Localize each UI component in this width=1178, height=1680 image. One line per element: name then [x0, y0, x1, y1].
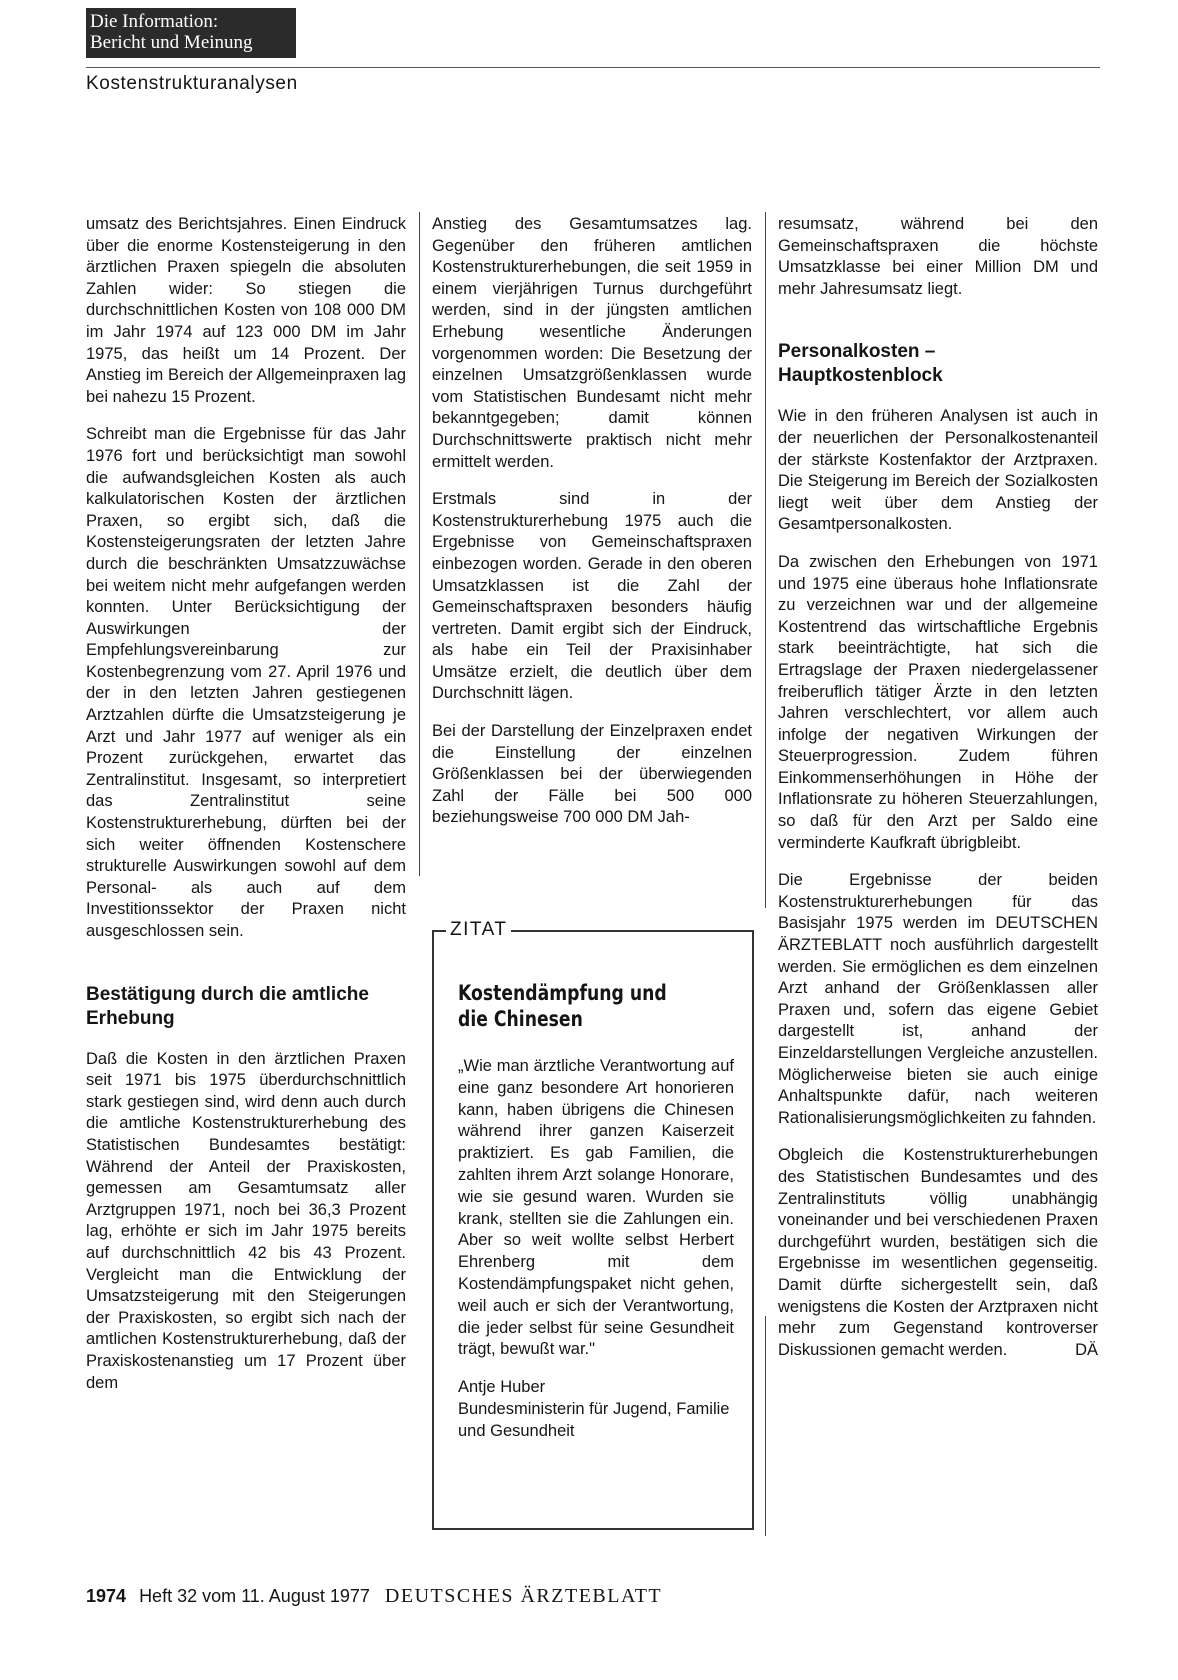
paragraph: umsatz des Berichtsjahres. Einen Eindruck über die enorme Kostensteigerung in den ärztlichen Praxen spiegeln die absoluten Zahlen wider: So stiegen die durchschnittlichen Kosten von 108 000 DM im Jahr 1974 auf 123 000 DM im Jahr 1975, das heißt um 14 Prozent. Der Anstieg im Bereich der Allgemeinpraxen lag bei nahezu 15 Prozent. — [86, 215, 406, 406]
section-label — [86, 8, 296, 58]
author-signature: DÄ — [1075, 1340, 1098, 1359]
section-label-line-2: Bericht und Meinung — [90, 32, 253, 53]
quote-text: „Wie man ärztliche Verantwortung auf eine ganz besondere Art honorieren kann, haben übrigens die Chinesen während ihrer ganzen Kaiserzeit praktiziert. Es gab Familien, die zahlten ihrem Arzt solange Honorare, wie sie gesund waren. Wurden sie krank, stellten sie die Zahlungen ein. Aber so weit wollte selbst Herbert Ehrenberg mit dem Kostendämpfungspaket nicht gehen, weil auch er sich der Verantwortung, die jeder selbst für seine Gesundheit trägt, bewußt war." — [458, 1057, 734, 1359]
header-rule — [86, 67, 1100, 68]
paragraph: Erstmals sind in der Kostenstrukturerhebung 1975 auch die Ergebnisse von Gemeinschaftspraxen einbezogen worden. Gerade in den oberen Umsatzklassen ist die Zahl der Gemeinschaftspraxen besonders häufig vertreten. Damit ergibt sich der Eindruck, als habe ein Teil der Praxisinhaber Umsätze erzielt, die deutlich über dem Durchschnitt lägen. — [432, 490, 752, 703]
paragraph — [778, 1145, 1098, 1361]
column-divider — [765, 212, 766, 908]
quote-box — [432, 919, 754, 1530]
paragraph: Die Ergebnisse der beiden Kostenstrukturerhebungen für das Basisjahr 1975 werden im DEUTSCHEN ÄRZTEBLATT noch ausführlich dargestellt werden. Sie ermöglichen es dem einzelnen Arzt anhand der Größenklassen aller Praxen und, sofern das eigene Gebiet dargestellt ist, anhand der Einzeldarstellungen Vergleiche anzustellen. Möglicherweise bieten sie auch einige Anhaltspunkte dafür, nach weiteren Rationalisierungsmöglichkeiten zu fahnden. — [778, 871, 1098, 1127]
paragraph-text: Obgleich die Kostenstrukturerhebungen des Statistischen Bundesamtes und des Zentralinstituts völlig unabhängig voneinander und bei verschiedenen Praxen durchgeführt wurden, bestätigen sich die Ergebnisse im wesentlichen gegenseitig. Damit dürfte sichergestellt sein, daß wenigstens die Kosten der Arztpraxen nicht mehr zum Gegenstand kontroverser Diskussionen gemacht werden. — [778, 1146, 1098, 1359]
paragraph: Anstieg des Gesamtumsatzes lag. Gegenüber den früheren amtlichen Kostenstrukturerhebungen, die seit 1959 in einem vierjährigen Turnus durchgeführt werden, sind in der jüngsten amtlichen Erhebung wesentliche Änderungen vorgenommen worden: Die Besetzung der einzelnen Umsatzgrößenklassen wurde vom Statistischen Bundesamt nicht mehr bekanntgegeben; damit können Durchschnittswerte praktisch nicht mehr ermittelt werden. — [432, 215, 752, 471]
issue-info: Heft 32 vom 11. August 1977 — [139, 1586, 370, 1606]
column-divider — [765, 1316, 766, 1536]
column-divider — [419, 212, 420, 876]
section-heading: Bestätigung durch die amtliche Erhebung — [86, 983, 369, 1029]
page-footer — [86, 1585, 662, 1608]
paragraph: Schreibt man die Ergebnisse für das Jahr 1976 fort und berücksichtigt man sowohl die aufwandsgleichen Kosten als auch kalkulatorischen Kosten der ärztlichen Praxen, so ergibt sich, daß die Kostensteigerungsraten der letzten Jahre durch die beschränkten Umsatzzuwächse bei weitem nicht mehr aufgefangen werden konnten. Unter Berücksichtigung der Auswirkungen der Empfehlungsvereinbarung zur Kostenbegrenzung vom 27. April 1976 und der in den letzten Jahren gestiegenen Arztzahlen dürfte die Umsatzsteigerung je Arzt und Jahr 1977 auf weniger als ein Prozent zurückgehen, erwartet das Zentralinstitut. Insgesamt, so interpretiert das Zentralinstitut seine Kostenstrukturerhebung, dürften bei der sich weiter öffnenden Kostenschere strukturelle Auswirkungen sowohl auf dem Personal- als auch auf dem Investitionssektor der Praxen nicht ausgeschlossen sein. — [86, 425, 406, 940]
paragraph: resumsatz, während bei den Gemeinschaftspraxen die höchste Umsatzklasse bei einer Million DM und mehr Jahresumsatz liegt. — [778, 215, 1098, 298]
paragraph: Daß die Kosten in den ärztlichen Praxen seit 1971 bis 1975 überdurchschnittlich stark gestiegen sind, wird denn auch durch die amtliche Kostenstrukturerhebung des Statistischen Bundesamtes bestätigt: Während der Anteil der Praxiskosten, gemessen am Gesamtumsatz aller Arztgruppen 1971, noch bei 36,3 Prozent lag, erhöhte er sich im Jahr 1975 bereits auf durchschnittlich 42 bis 43 Prozent. Vergleicht man die Entwicklung der Umsatzsteigerung mit den Steigerungen der Praxiskosten, so ergibt sich nach der amtlichen Kostenstrukturerhebung, daß der Praxiskostenanstieg um 17 Prozent über dem — [86, 1049, 406, 1392]
column-3 — [778, 214, 1098, 1377]
section-heading: Personalkosten – Hauptkostenblock — [778, 341, 943, 387]
quote-author-title: Bundesministerin für Jugend, Familie und Gesundheit — [458, 1399, 730, 1440]
quote-label: ZITAT — [446, 919, 511, 941]
paragraph: Da zwischen den Erhebungen von 1971 und 1975 eine überaus hohe Inflationsrate zu verzeichnen war und der allgemeine Kostentrend das wirtschaftliche Ergebnis stark beeinträchtigte, hat sich die Ertragslage der Praxen niedergelassener freiberuflich tätiger Ärzte in den letzten Jahren verschlechtert, vor allem auch infolge der negativen Wirkungen der Steuerprogression. Zudem führen Einkommenserhöhungen in Höhe der Inflationsrate zu höheren Steuerzahlungen, so daß für den Arzt per Saldo eine verminderte Kaufkraft übrigbleibt. — [778, 552, 1098, 852]
column-1 — [86, 214, 406, 1410]
quote-author: Antje Huber — [458, 1378, 546, 1397]
paragraph: Wie in den früheren Analysen ist auch in der neuerlichen der Personalkostenanteil der stärkste Kostenfaktor der Arztpraxen. Die Steigerung im Bereich der Sozialkosten liegt weit über dem Anstieg der Gesamtpersonalkosten. — [778, 407, 1098, 534]
publication-name: DEUTSCHES ÄRZTEBLATT — [384, 1585, 663, 1607]
column-2 — [432, 214, 752, 845]
page-number: 1974 — [86, 1586, 127, 1606]
paragraph: Bei der Darstellung der Einzelpraxen endet die Einstellung der einzelnen Größenklassen bei der überwiegenden Zahl der Fälle bei 500 000 beziehungsweise 700 000 DM Jah- — [432, 722, 752, 827]
rubric-title: Kostenstrukturanalysen — [86, 73, 298, 94]
section-label-line-1: Die Information: — [90, 11, 219, 32]
quote-headline: Kostendämpfung und die Chinesen — [458, 981, 667, 1031]
